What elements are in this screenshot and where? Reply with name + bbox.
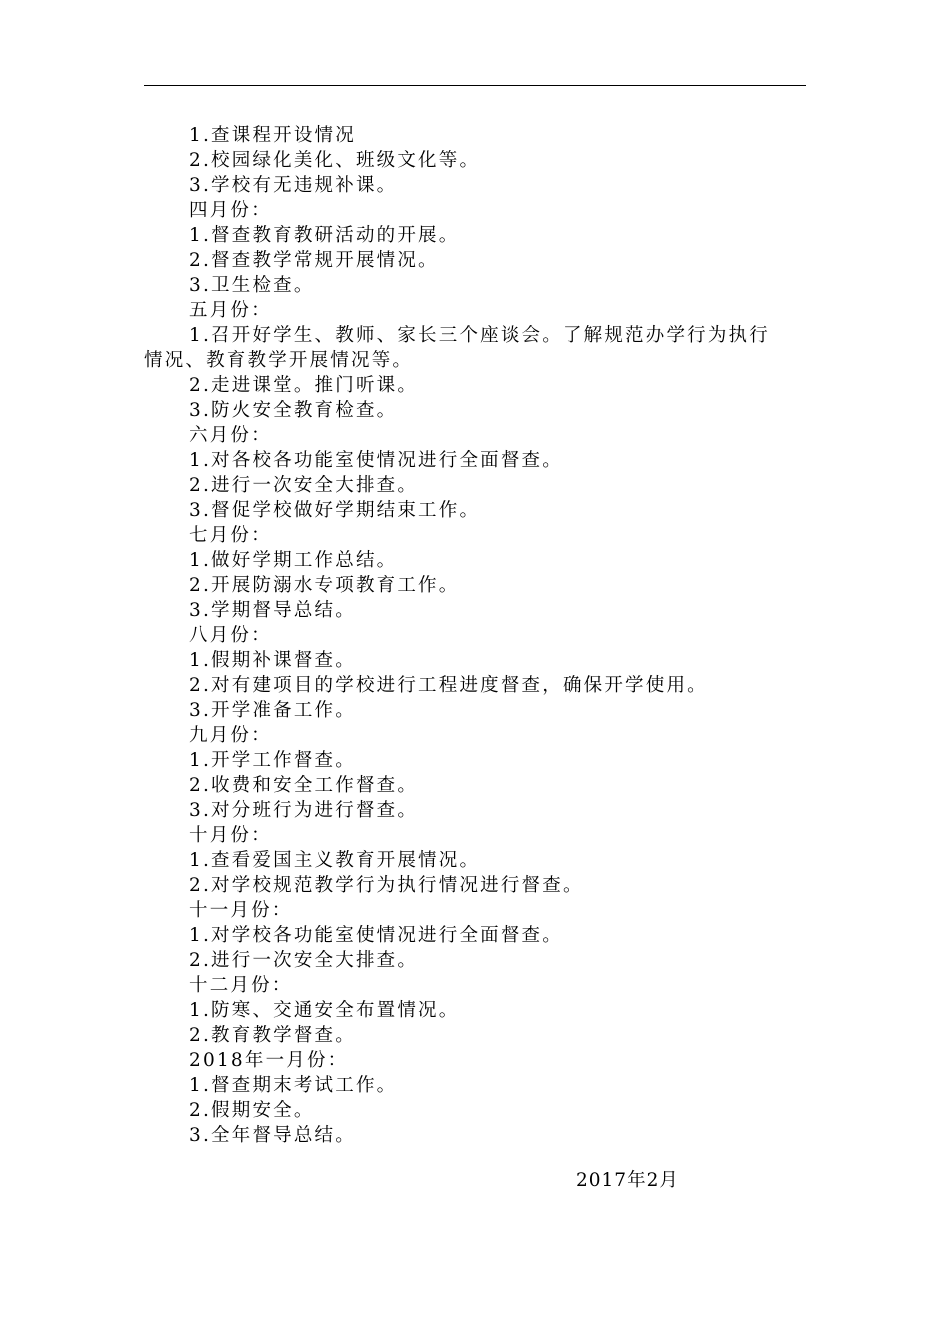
text-line: 2.对学校规范教学行为执行情况进行督查。 — [189, 875, 584, 896]
text-line: 1.督查教育教研活动的开展。 — [189, 225, 460, 246]
text-line: 2.校园绿化美化、班级文化等。 — [189, 150, 481, 171]
text-line: 1.对学校各功能室使情况进行全面督查。 — [189, 925, 563, 946]
text-line: 3.防火安全教育检查。 — [189, 400, 398, 421]
text-line: 六月份： — [189, 425, 272, 446]
text-line: 2.教育教学督查。 — [189, 1025, 356, 1046]
text-line: 3.卫生检查。 — [189, 275, 315, 296]
text-line: 1.督查期末考试工作。 — [189, 1075, 398, 1096]
text-line: 2.收费和安全工作督查。 — [189, 775, 419, 796]
text-line: 3.学期督导总结。 — [189, 600, 356, 621]
text-line: 2.进行一次安全大排查。 — [189, 475, 419, 496]
text-line: 十月份： — [189, 825, 272, 846]
text-line: 1.防寒、交通安全布置情况。 — [189, 1000, 460, 1021]
text-line: 2.对有建项目的学校进行工程进度督查，确保开学使用。 — [189, 675, 708, 696]
text-line: 1.召开好学生、教师、家长三个座谈会。了解规范办学行为执行 — [189, 325, 770, 346]
text-line: 2.开展防溺水专项教育工作。 — [189, 575, 460, 596]
text-line: 1.做好学期工作总结。 — [189, 550, 398, 571]
text-line: 2.督查教学常规开展情况。 — [189, 250, 439, 271]
text-line: 2018年一月份： — [189, 1050, 349, 1071]
text-line: 3.开学准备工作。 — [189, 700, 356, 721]
text-line: 1.查课程开设情况 — [189, 125, 356, 146]
text-line: 1.对各校各功能室使情况进行全面督查。 — [189, 450, 563, 471]
text-line: 2.假期安全。 — [189, 1100, 315, 1121]
header-rule — [144, 85, 806, 86]
text-line: 2.走进课堂。推门听课。 — [189, 375, 419, 396]
document-body — [144, 123, 806, 1148]
text-line: 九月份： — [189, 725, 272, 746]
text-line: 五月份： — [189, 300, 272, 321]
text-line: 情况、教育教学开展情况等。 — [144, 350, 414, 371]
text-line: 1.假期补课督查。 — [189, 650, 356, 671]
text-line: 3.学校有无违规补课。 — [189, 175, 398, 196]
text-line: 八月份： — [189, 625, 272, 646]
text-line: 1.开学工作督查。 — [189, 750, 356, 771]
text-line: 1.查看爱国主义教育开展情况。 — [189, 850, 481, 871]
text-line: 十二月份： — [189, 975, 293, 996]
text-line: 3.督促学校做好学期结束工作。 — [189, 500, 481, 521]
text-line: 3.全年督导总结。 — [189, 1125, 356, 1146]
text-line: 七月份： — [189, 525, 272, 546]
text-line: 2.进行一次安全大排查。 — [189, 950, 419, 971]
document-date: 2017年2月 — [576, 1170, 679, 1191]
text-line: 四月份： — [189, 200, 272, 221]
text-line: 3.对分班行为进行督查。 — [189, 800, 419, 821]
text-line: 十一月份： — [189, 900, 293, 921]
